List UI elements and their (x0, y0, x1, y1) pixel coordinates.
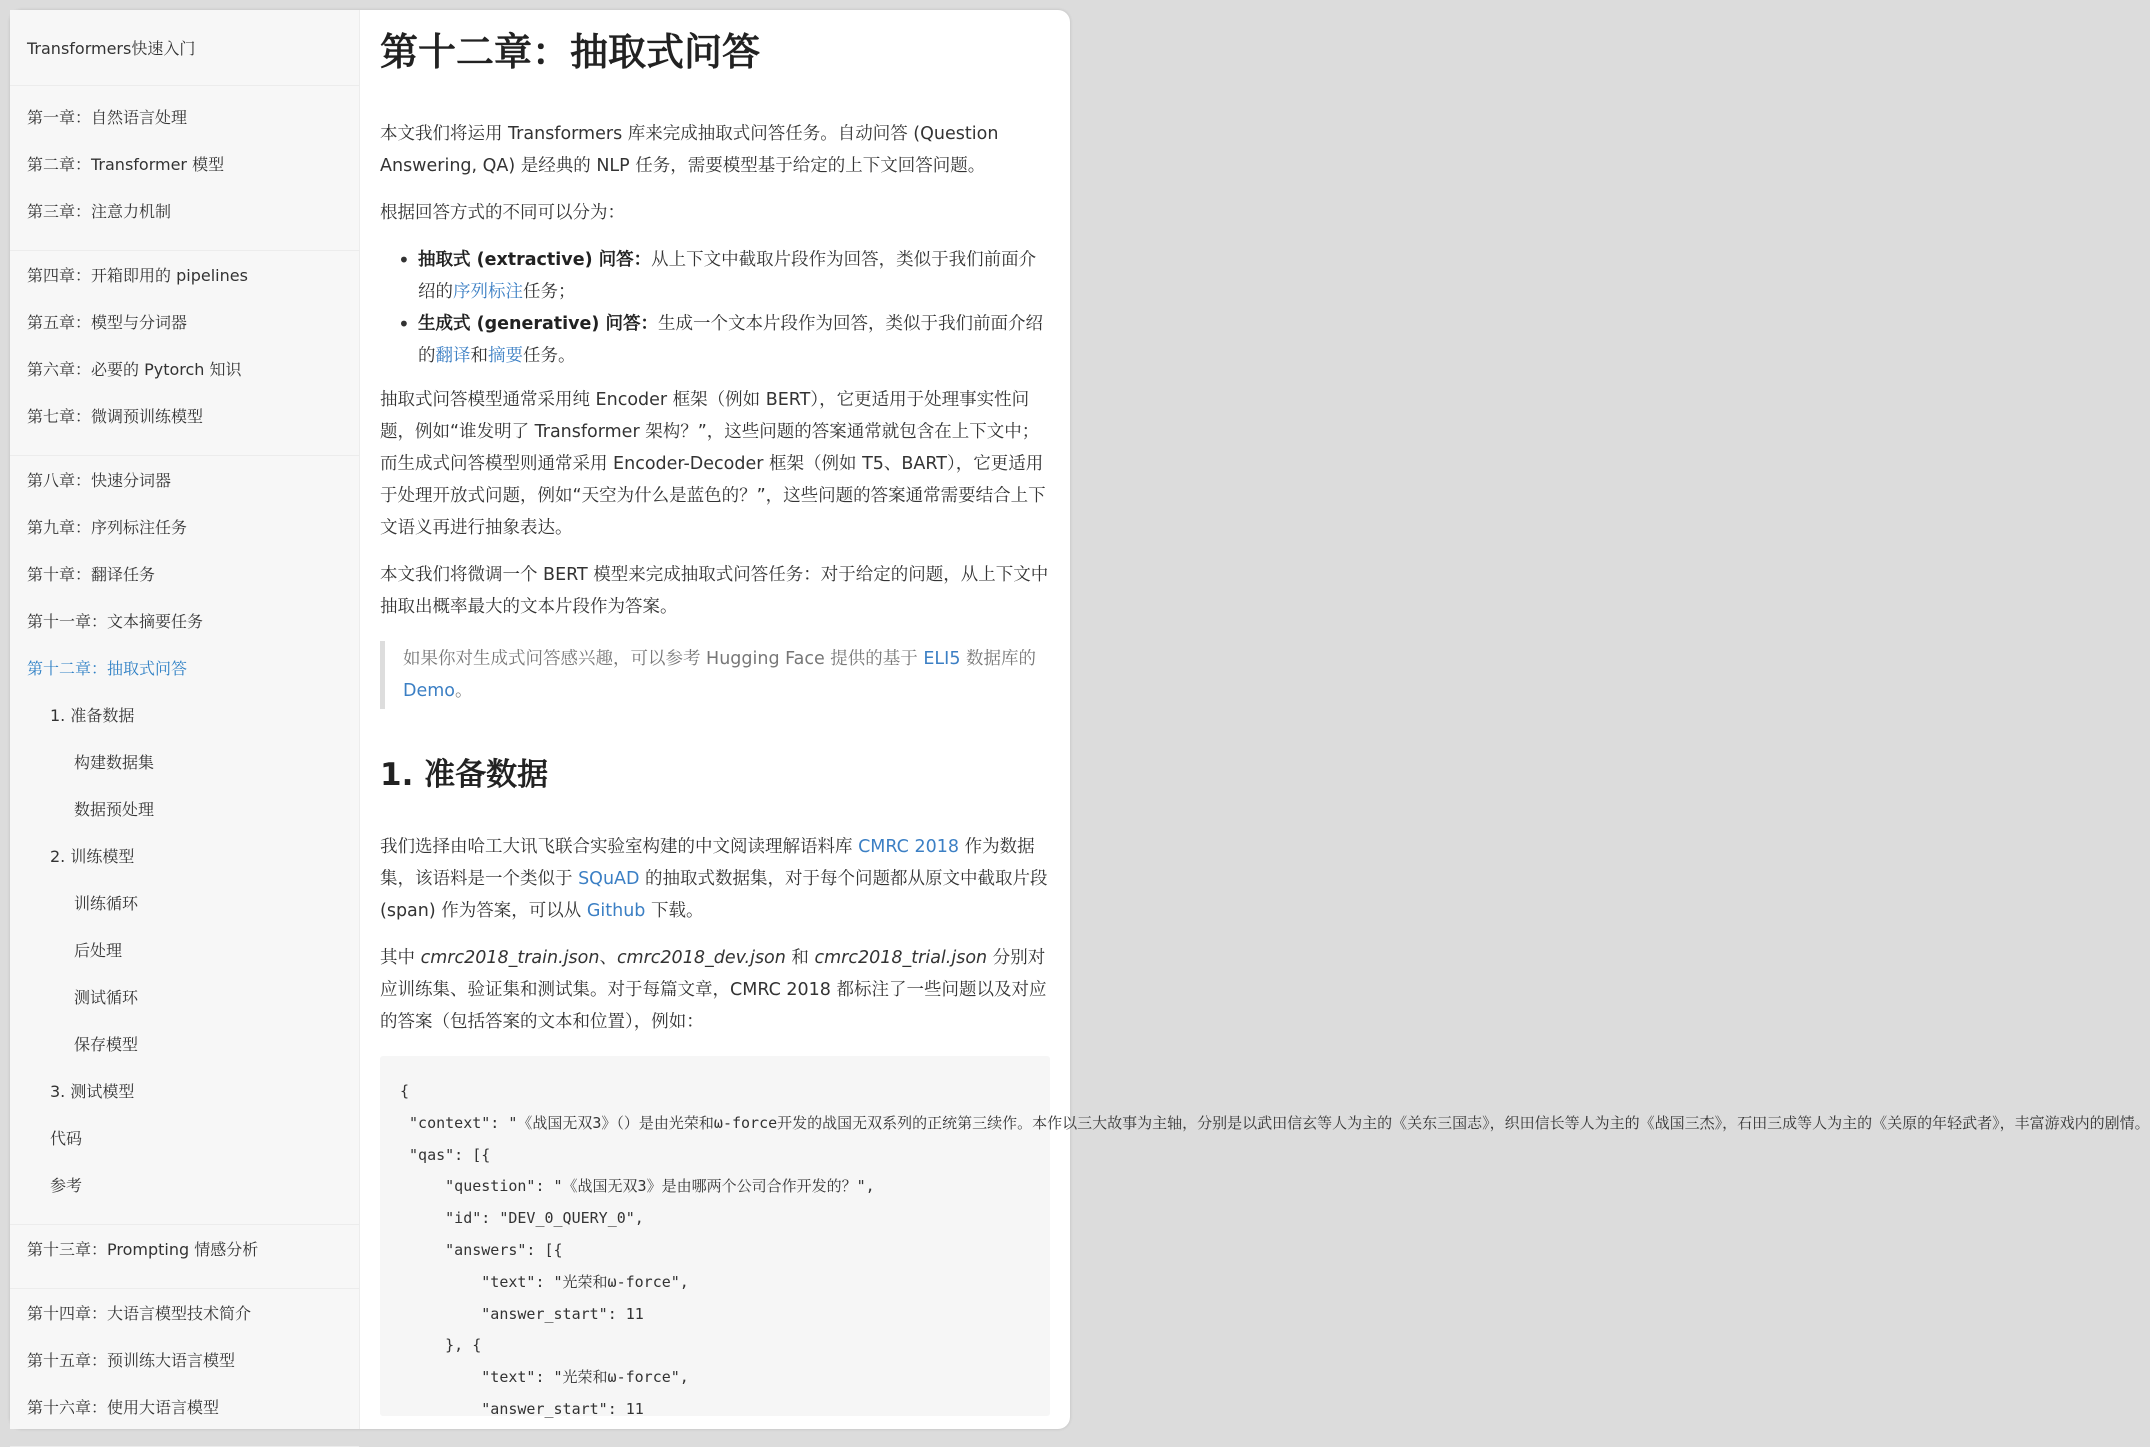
link-eli5[interactable]: ELI5 (923, 649, 961, 669)
files-paragraph: 其中 cmrc2018_train.json、cmrc2018_dev.json 和 cmrc2018_trial.json 分别对应训练集、验证集和测试集。对于每篇文章，CMRC 2018 都标注了一些问题以及对应的答案（包括答案的文本和位置），例如： (380, 948, 1047, 1032)
code-line: "answer_start": 11 (400, 1304, 644, 1323)
sidebar-item[interactable]: 3. 测试模型 (50, 1082, 135, 1101)
sidebar-item[interactable]: 第一章：自然语言处理 (27, 108, 188, 127)
framework-paragraph: 抽取式问答模型通常采用纯 Encoder 框架（例如 BERT），它更适用于处理事实性问题，例如“谁发明了 Transformer 架构？”，这些问题的答案通常就包含在上下文中；而生成式问答模型则通常采用 Encoder-Decoder 框架（例如 T5、BART），它更适用于处理开放式问题，例如“天空为什么是蓝色的？”，这些问题的答案通常需要结合上下文语义再进行抽象表达。 (380, 390, 1046, 538)
sidebar-item[interactable]: 2. 训练模型 (50, 847, 135, 866)
code-line: "id": "DEV_0_QUERY_0", (400, 1209, 644, 1228)
sidebar-divider (10, 234, 359, 251)
sidebar-item[interactable]: 测试循环 (74, 988, 139, 1007)
code-line: "context": "《战国无双3》（）是由光荣和ω-force开发的战国无双系列的正统第三续作。本作以三大故事为主轴，分别是以武田信玄等人为主的《关东三国志》，织田信长等人为主的《战国三杰》，石田三成等人为主的《关原的年轻武者》，丰富游戏内的剧情。 (400, 1113, 2150, 1132)
code-line: "text": "光荣和ω-force", (400, 1272, 689, 1291)
sidebar-item[interactable]: 训练循环 (74, 894, 139, 913)
code-block (380, 1056, 2150, 1418)
sidebar-item[interactable]: 第六章：必要的 Pytorch 知识 (27, 360, 242, 379)
page-title: 第十二章：抽取式问答 (380, 30, 761, 74)
dataset-paragraph: 我们选择由哈工大讯飞联合实验室构建的中文阅读理解语料库 CMRC 2018 作为数据集，该语料是一个类似于 SQuAD 的抽取式数据集，对于每个问题都从原文中截取片段 (span) 作为答案，可以从 Github 下载。 (380, 837, 1048, 921)
sidebar-item[interactable]: 第十章：翻译任务 (27, 565, 156, 584)
book-title[interactable]: Transformers快速入门 (10, 10, 359, 86)
sidebar-item[interactable]: 第八章：快速分词器 (27, 471, 172, 490)
link-sequence-labeling[interactable]: 序列标注 (453, 282, 523, 302)
sidebar-item[interactable]: 参考 (50, 1176, 83, 1195)
sidebar-divider (10, 1208, 359, 1225)
sidebar-item[interactable]: 第十二章：抽取式问答 (27, 659, 188, 678)
code-line: "qas": [{ (400, 1145, 491, 1164)
sidebar-item[interactable]: 第二章：Transformer 模型 (27, 155, 225, 174)
sidebar-divider (10, 1272, 359, 1289)
sidebar-item[interactable]: 保存模型 (74, 1035, 139, 1054)
code-line: "text": "光荣和ω-force", (400, 1368, 689, 1387)
sidebar-toc (10, 10, 360, 1429)
sidebar-divider (10, 439, 359, 456)
goal-paragraph: 本文我们将微调一个 BERT 模型来完成抽取式问答任务：对于给定的问题，从上下文中抽取出概率最大的文本片段作为答案。 (380, 565, 1049, 617)
sidebar-item[interactable]: 第十一章：文本摘要任务 (27, 612, 204, 631)
code-line: "question": "《战国无双3》是由哪两个公司合作开发的？", (400, 1177, 875, 1196)
sidebar-item[interactable]: 构建数据集 (74, 753, 155, 772)
code-line: "answer_start": 11 (400, 1399, 644, 1418)
sidebar-divider (10, 1430, 359, 1447)
qa-type-list (398, 244, 1050, 372)
code-line: }, { (400, 1336, 482, 1355)
link-translation[interactable]: 翻译 (435, 346, 471, 366)
sidebar-item[interactable]: 第四章：开箱即用的 pipelines (27, 266, 248, 285)
app-window (10, 10, 2150, 1429)
sidebar-item[interactable]: 代码 (50, 1129, 83, 1148)
classify-paragraph: 根据回答方式的不同可以分为： (380, 203, 625, 223)
sidebar-item[interactable]: 第十四章：大语言模型技术简介 (27, 1304, 252, 1323)
sidebar-item[interactable]: 数据预处理 (74, 800, 155, 819)
sidebar-item[interactable]: 第十三章：Prompting 情感分析 (27, 1240, 259, 1259)
sidebar-item[interactable]: 第三章：注意力机制 (27, 202, 172, 221)
sidebar-item[interactable]: 第十五章：预训练大语言模型 (27, 1351, 236, 1370)
blockquote-note: 如果你对生成式问答感兴趣，可以参考 Hugging Face 提供的基于 ELI5 数据库的 Demo。 (380, 641, 1050, 709)
link-squad[interactable]: SQuAD (578, 869, 640, 889)
section-heading: 1. 准备数据 (380, 757, 549, 793)
list-item: • 生成式 (generative) 问答：生成一个文本片段作为回答，类似于我们前面介绍的翻译和摘要任务。 (398, 308, 1050, 372)
sidebar-item[interactable]: 后处理 (74, 941, 123, 960)
link-cmrc2018[interactable]: CMRC 2018 (858, 837, 959, 857)
toc-list (10, 93, 359, 1447)
sidebar-item[interactable]: 第七章：微调预训练模型 (27, 407, 204, 426)
list-item: • 抽取式 (extractive) 问答：从上下文中截取片段作为回答，类似于我们前面介绍的序列标注任务； (398, 244, 1050, 308)
sidebar-item[interactable]: 1. 准备数据 (50, 706, 135, 725)
code-line: { (400, 1082, 410, 1100)
article (360, 10, 2150, 1429)
code-line: "answers": [{ (400, 1240, 563, 1259)
sidebar-item[interactable]: 第十六章：使用大语言模型 (27, 1398, 220, 1417)
sidebar-item[interactable]: 第九章：序列标注任务 (27, 518, 188, 537)
link-summarization[interactable]: 摘要 (488, 346, 523, 366)
intro-paragraph: 本文我们将运用 Transformers 库来完成抽取式问答任务。自动问答 (Question Answering, QA) 是经典的 NLP 任务，需要模型基于给定的上下文回答问题。 (380, 124, 999, 176)
link-demo[interactable]: Demo (403, 681, 455, 701)
sidebar-item[interactable]: 第五章：模型与分词器 (27, 313, 188, 332)
link-github[interactable]: Github (586, 901, 646, 921)
